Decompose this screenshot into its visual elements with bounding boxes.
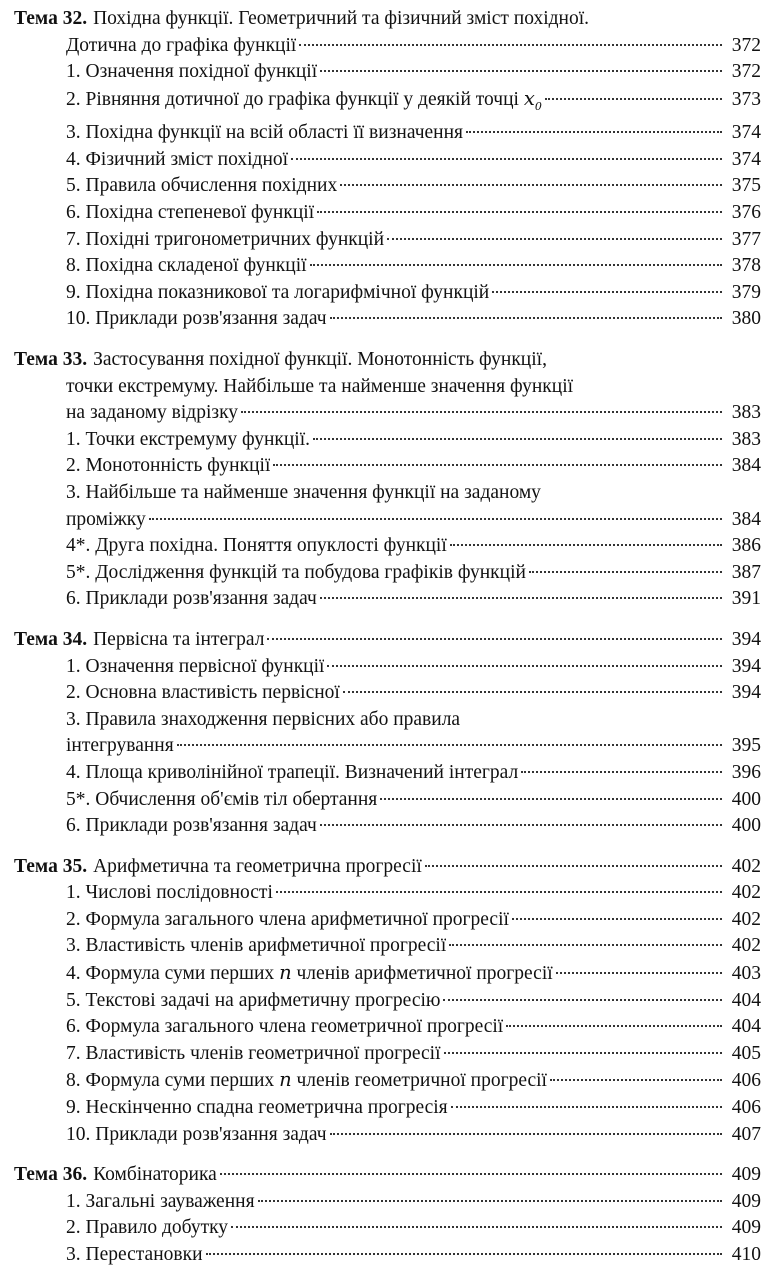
entry-text: 6. Приклади розв'язання задач xyxy=(66,588,317,610)
page-number: 378 xyxy=(731,255,761,277)
entry-title xyxy=(93,627,264,654)
entry-title xyxy=(66,933,446,960)
topic-block xyxy=(14,627,761,840)
topic-label: Тема 35. xyxy=(14,855,88,877)
entry-text: 2. Монотонність функції xyxy=(66,455,271,477)
topic-block xyxy=(14,1162,761,1268)
dot-leader xyxy=(313,438,722,440)
dot-leader xyxy=(545,98,722,100)
entry-text: 3. Властивість членів арифметичної прогресії xyxy=(66,935,447,957)
entry-title xyxy=(66,33,296,60)
entry-text: 1. Загальні зауваження xyxy=(66,1190,255,1212)
toc-entry[interactable] xyxy=(14,907,761,934)
entry-text: 9. Нескінченно спадна геометрична прогресія xyxy=(66,1097,448,1119)
dot-leader xyxy=(299,44,722,46)
dot-leader xyxy=(320,597,722,599)
entry-title xyxy=(66,200,314,227)
toc-entry[interactable] xyxy=(14,680,761,707)
dot-leader xyxy=(466,131,722,133)
toc-entry[interactable] xyxy=(14,988,761,1015)
entry-text: 8. Формула суми перших xyxy=(66,1070,275,1092)
toc-entry[interactable] xyxy=(14,760,761,787)
math-variable xyxy=(279,961,292,984)
page-number: 400 xyxy=(731,815,761,837)
page-number: 374 xyxy=(731,122,761,144)
toc-entry[interactable] xyxy=(14,1095,761,1122)
page-number: 374 xyxy=(731,148,761,170)
toc-entry[interactable] xyxy=(14,200,761,227)
topic-heading[interactable] xyxy=(14,854,761,881)
dot-leader xyxy=(267,638,722,640)
toc-entry[interactable] xyxy=(14,1067,761,1095)
entry-title xyxy=(66,560,526,587)
entry-title xyxy=(66,733,174,760)
toc-entry[interactable] xyxy=(14,480,761,507)
page-number: 377 xyxy=(731,228,761,250)
entry-title xyxy=(66,760,518,787)
entry-text: на заданому відрізку xyxy=(66,402,239,424)
math-symbol: n xyxy=(279,1068,292,1092)
dot-leader xyxy=(550,1079,722,1081)
entry-title xyxy=(66,533,447,560)
page-number: 394 xyxy=(731,655,761,677)
page-number: 409 xyxy=(731,1217,761,1239)
page-number: 384 xyxy=(731,455,761,477)
entry-title xyxy=(66,227,384,254)
entry-text: 4. Площа криволінійної трапеції. Визначений інтеграл xyxy=(66,761,519,783)
page-number: 379 xyxy=(731,281,761,303)
entry-title xyxy=(66,147,288,174)
entry-text: 4. Формула суми перших xyxy=(66,963,275,985)
entry-title xyxy=(66,253,307,280)
page-number: 380 xyxy=(731,308,761,330)
dot-leader xyxy=(443,999,722,1001)
page-number: 404 xyxy=(731,1016,761,1038)
entry-text: Комбінаторика xyxy=(93,1164,217,1186)
toc-entry[interactable] xyxy=(14,507,761,534)
entry-text: Арифметична та геометрична прогресії xyxy=(93,855,422,877)
toc-entry[interactable] xyxy=(14,787,761,814)
math-symbol: n xyxy=(279,961,292,985)
entry-title xyxy=(66,1215,228,1242)
dot-leader xyxy=(220,1173,722,1175)
toc-entry[interactable] xyxy=(14,1041,761,1068)
dot-leader xyxy=(291,158,722,160)
math-variable xyxy=(523,86,542,113)
page-number: 391 xyxy=(731,588,761,610)
dot-leader xyxy=(425,865,722,867)
entry-text: 5*. Дослідження функцій та побудова графіків функцій xyxy=(66,561,526,583)
page-number: 404 xyxy=(731,989,761,1011)
dot-leader xyxy=(320,824,722,826)
dot-leader xyxy=(340,184,722,186)
toc-entry[interactable] xyxy=(14,654,761,681)
entry-title xyxy=(66,880,273,907)
entry-title xyxy=(66,120,463,147)
dot-leader xyxy=(276,891,722,893)
toc-entry[interactable] xyxy=(14,960,761,988)
dot-leader xyxy=(327,665,722,667)
entry-title xyxy=(66,1067,547,1095)
entry-title xyxy=(66,59,317,86)
entry-title xyxy=(66,86,542,120)
entry-title xyxy=(66,400,238,427)
page-number: 383 xyxy=(731,428,761,450)
page-number: 402 xyxy=(731,935,761,957)
toc-entry[interactable] xyxy=(14,86,761,120)
dot-leader xyxy=(529,571,722,573)
dot-leader xyxy=(444,1052,722,1054)
toc-entry[interactable] xyxy=(14,227,761,254)
toc-entry[interactable] xyxy=(14,533,761,560)
entry-text: Первісна та інтеграл xyxy=(93,628,265,650)
toc-entry[interactable] xyxy=(14,813,761,840)
entry-text: 10. Приклади розв'язання задач xyxy=(66,1123,327,1145)
entry-text: 7. Похідні тригонометричних функцій xyxy=(66,228,385,250)
entry-text: Дотична до графіка функції xyxy=(66,34,297,56)
entry-title xyxy=(66,374,573,401)
entry-text: 1. Означення похідної функції xyxy=(66,61,318,83)
entry-text: 5*. Обчислення об'ємів тіл обертання xyxy=(66,788,378,810)
entry-text-after: членів арифметичної прогресії xyxy=(296,963,553,985)
entry-text: 4*. Друга похідна. Поняття опуклості функції xyxy=(66,535,447,557)
page-number: 376 xyxy=(731,202,761,224)
entry-title xyxy=(66,427,310,454)
dot-leader xyxy=(556,972,722,974)
dot-leader xyxy=(258,1200,722,1202)
entry-title xyxy=(93,854,422,881)
entry-text: 6. Похідна степеневої функції xyxy=(66,202,315,224)
dot-leader xyxy=(450,544,722,546)
dot-leader xyxy=(343,691,722,693)
page-number: 406 xyxy=(731,1070,761,1092)
page-number: 409 xyxy=(731,1164,761,1186)
entry-text: 1. Числові послідовності xyxy=(66,882,273,904)
topic-label: Тема 32. xyxy=(14,8,88,29)
dot-leader xyxy=(177,744,722,746)
dot-leader xyxy=(317,211,722,213)
entry-title xyxy=(66,960,553,988)
page-number: 375 xyxy=(731,175,761,197)
toc-entry[interactable] xyxy=(14,933,761,960)
page-number: 394 xyxy=(731,682,761,704)
toc-entry[interactable] xyxy=(14,173,761,200)
entry-text: 3. Перестановки xyxy=(66,1244,203,1266)
page-number: 407 xyxy=(731,1123,761,1145)
topic-heading-continued[interactable] xyxy=(14,400,761,427)
topic-heading[interactable] xyxy=(14,6,761,33)
toc-entry[interactable] xyxy=(14,586,761,613)
page-number: 372 xyxy=(731,34,761,56)
page-number: 372 xyxy=(731,61,761,83)
entry-text: 5. Текстові задачі на арифметичну прогресію xyxy=(66,989,441,1011)
toc-entry[interactable] xyxy=(14,1014,761,1041)
entry-title xyxy=(66,654,324,681)
page-number: 400 xyxy=(731,788,761,810)
math-subscript: 0 xyxy=(534,99,542,113)
page-number: 386 xyxy=(731,535,761,557)
entry-text: 2. Правило добутку xyxy=(66,1217,229,1239)
entry-text: 3. Похідна функції на всій області її визначення xyxy=(66,122,464,144)
toc-entry[interactable] xyxy=(14,280,761,307)
toc-entry[interactable] xyxy=(14,1122,761,1149)
entry-text: 3. Правила знаходження первісних або правила xyxy=(66,708,461,730)
page-number: 383 xyxy=(731,402,761,424)
entry-title xyxy=(66,306,327,333)
dot-leader xyxy=(492,291,722,293)
entry-text: точки екстремуму. Найбільше та найменше значення функції xyxy=(66,375,574,397)
dot-leader xyxy=(273,464,722,466)
dot-leader xyxy=(380,798,722,800)
entry-title xyxy=(66,173,337,200)
topic-heading[interactable] xyxy=(14,1162,761,1189)
entry-text: 2. Формула загального члена арифметичної прогресії xyxy=(66,908,509,930)
page-number: 405 xyxy=(731,1042,761,1064)
page-number: 396 xyxy=(731,761,761,783)
entry-text: 6. Приклади розв'язання задач xyxy=(66,815,317,837)
page-number: 394 xyxy=(731,628,761,650)
entry-text: 1. Точки екстремуму функції. xyxy=(66,428,310,450)
toc-entry[interactable] xyxy=(14,427,761,454)
topic-block xyxy=(14,6,761,333)
entry-title xyxy=(66,787,377,814)
topic-label: Тема 36. xyxy=(14,1164,88,1186)
topic-heading[interactable] xyxy=(14,347,761,374)
entry-text: 5. Правила обчислення похідних xyxy=(66,175,338,197)
dot-leader xyxy=(330,317,722,319)
entry-title xyxy=(66,1189,255,1216)
page-number: 395 xyxy=(731,735,761,757)
entry-text: 8. Похідна складеної функції xyxy=(66,255,307,277)
dot-leader xyxy=(206,1253,723,1255)
page-number: 384 xyxy=(731,508,761,530)
toc-entry[interactable] xyxy=(14,453,761,480)
toc-entry[interactable] xyxy=(14,147,761,174)
entry-title xyxy=(66,907,509,934)
entry-text-after: членів геометричної прогресії xyxy=(296,1070,547,1092)
entry-title xyxy=(93,1162,217,1189)
entry-text: Застосування похідної функції. Монотонність функції, xyxy=(93,349,547,371)
entry-text: 10. Приклади розв'язання задач xyxy=(66,308,327,330)
topic-label: Тема 34. xyxy=(14,628,88,650)
page-number: 403 xyxy=(731,963,761,985)
dot-leader xyxy=(231,1226,722,1228)
dot-leader xyxy=(387,238,722,240)
entry-text: інтегрування xyxy=(66,735,174,757)
dot-leader xyxy=(149,518,722,520)
dot-leader xyxy=(512,918,722,920)
entry-title xyxy=(93,347,547,374)
entry-title xyxy=(66,280,489,307)
entry-title xyxy=(66,480,541,507)
page-number: 402 xyxy=(731,882,761,904)
entry-title xyxy=(66,1095,448,1122)
entry-title xyxy=(66,707,460,734)
entry-title xyxy=(66,1041,441,1068)
entry-text: Похідна функції. Геометричний та фізичний зміст похідної. xyxy=(93,8,590,29)
dot-leader xyxy=(310,264,722,266)
dot-leader xyxy=(241,411,722,413)
dot-leader xyxy=(451,1106,722,1108)
page-number: 402 xyxy=(731,855,761,877)
page-number: 410 xyxy=(731,1244,761,1266)
page-number: 409 xyxy=(731,1190,761,1212)
entry-text: 4. Фізичний зміст похідної xyxy=(66,148,289,170)
toc-entry[interactable] xyxy=(14,707,761,734)
toc-entry[interactable] xyxy=(14,1242,761,1269)
dot-leader xyxy=(449,944,722,946)
toc-entry[interactable] xyxy=(14,560,761,587)
math-variable xyxy=(279,1068,292,1091)
entry-text: 9. Похідна показникової та логарифмічної функцій xyxy=(66,281,490,303)
topic-block xyxy=(14,347,761,613)
page-number: 406 xyxy=(731,1097,761,1119)
toc-entry[interactable] xyxy=(14,120,761,147)
entry-title xyxy=(66,988,440,1015)
entry-text: 2. Рівняння дотичної до графіка функції у деякій точці xyxy=(66,88,519,110)
entry-text: 3. Найбільше та найменше значення функції на заданому xyxy=(66,481,541,503)
entry-title xyxy=(66,1122,327,1149)
page-number: 387 xyxy=(731,561,761,583)
math-symbol: x xyxy=(523,86,535,110)
entry-text: проміжку xyxy=(66,508,146,530)
toc-entry[interactable] xyxy=(14,1215,761,1242)
toc-entry[interactable] xyxy=(14,1189,761,1216)
topic-heading-continued[interactable] xyxy=(14,374,761,401)
dot-leader xyxy=(320,70,722,72)
entry-title xyxy=(66,1014,503,1041)
toc-entry[interactable] xyxy=(14,59,761,86)
entry-title xyxy=(66,586,317,613)
entry-title xyxy=(66,453,270,480)
dot-leader xyxy=(506,1025,722,1027)
topic-label: Тема 33. xyxy=(14,349,88,371)
entry-text: 1. Означення первісної функції xyxy=(66,655,325,677)
topic-block xyxy=(14,854,761,1149)
toc-entry[interactable] xyxy=(14,253,761,280)
topic-heading-continued[interactable] xyxy=(14,33,761,60)
entry-text: 6. Формула загального члена геометричної прогресії xyxy=(66,1016,504,1038)
dot-leader xyxy=(330,1133,722,1135)
page-number: 373 xyxy=(731,88,761,110)
entry-title xyxy=(93,6,589,33)
entry-title xyxy=(66,813,317,840)
entry-title xyxy=(66,680,340,707)
toc-entry[interactable] xyxy=(14,733,761,760)
toc-entry[interactable] xyxy=(14,880,761,907)
entry-text: 7. Властивість членів геометричної прогресії xyxy=(66,1042,441,1064)
toc-entry[interactable] xyxy=(14,306,761,333)
topic-heading[interactable] xyxy=(14,627,761,654)
dot-leader xyxy=(521,771,722,773)
page-number: 402 xyxy=(731,908,761,930)
entry-text: 2. Основна властивість первісної xyxy=(66,682,340,704)
entry-title xyxy=(66,507,146,534)
entry-title xyxy=(66,1242,203,1269)
